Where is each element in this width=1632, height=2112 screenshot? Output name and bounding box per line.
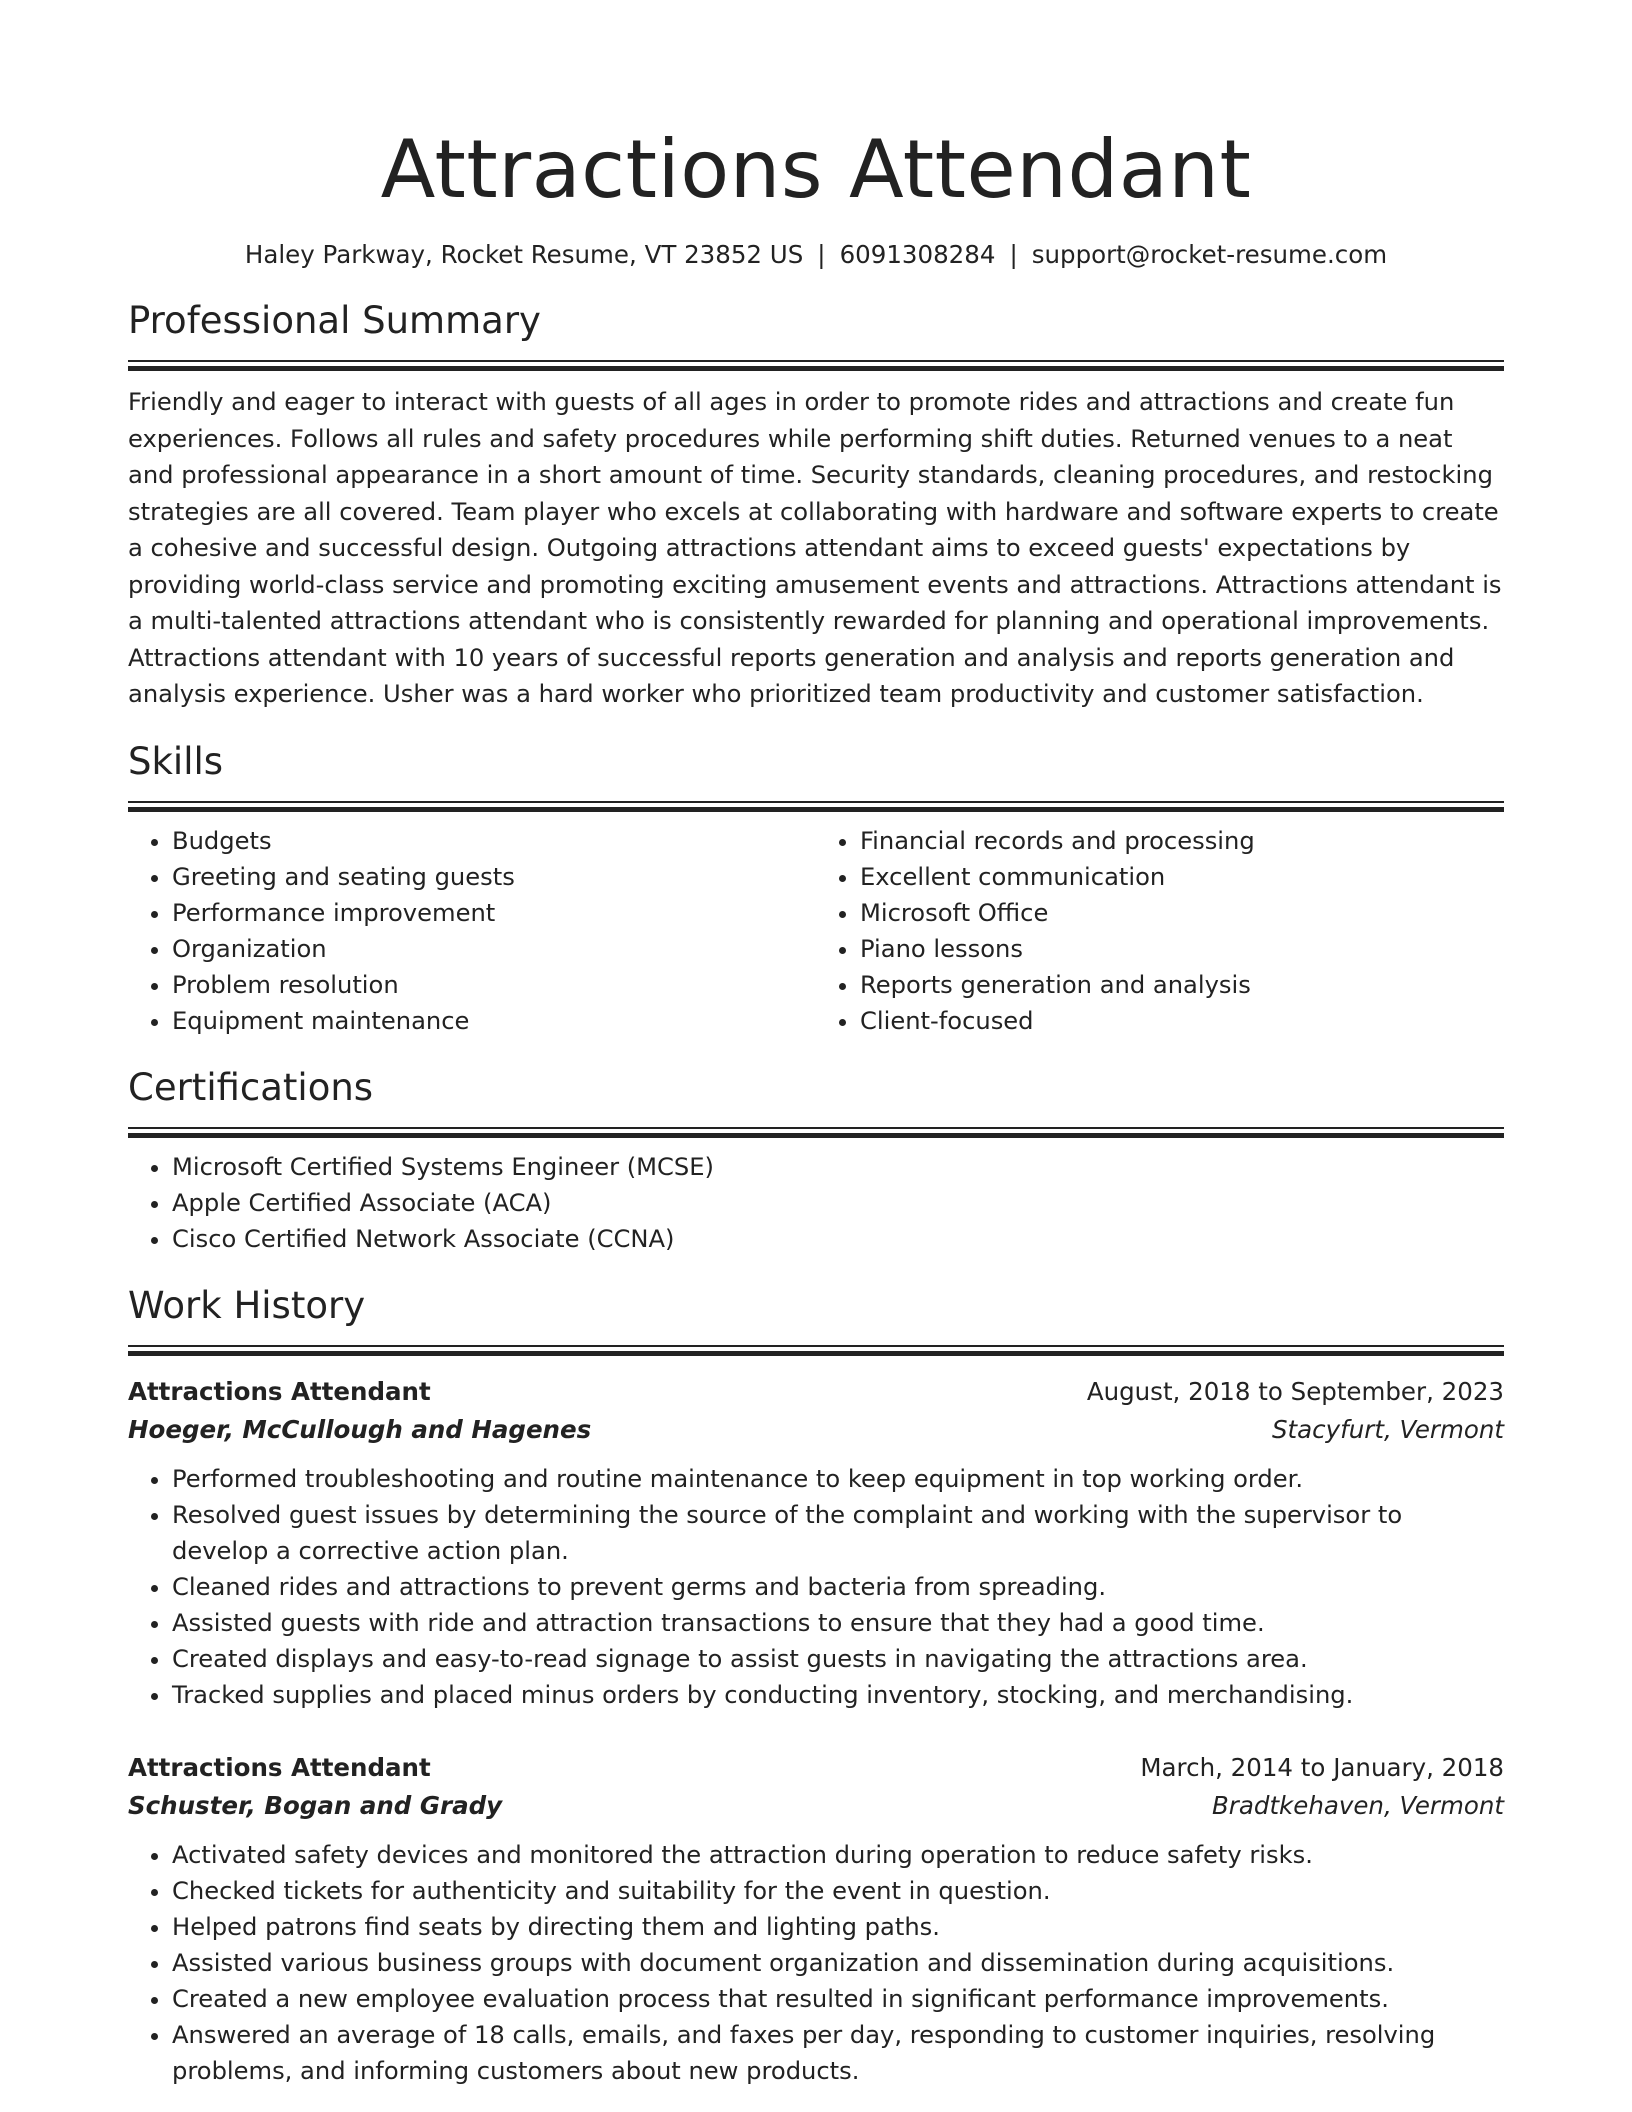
job-duties-list: [128, 1461, 1504, 1713]
page-title: Attractions Attendant: [380, 123, 1252, 216]
section-header: [128, 296, 1504, 370]
certifications-list: [128, 1149, 1504, 1257]
certification-item: • Microsoft Certified Systems Engineer (MCSE): [172, 1149, 1504, 1185]
section-title-summary: Professional Summary: [128, 299, 541, 342]
skill-item: • Problem resolution: [172, 967, 816, 1003]
job-company: Hoeger, McCullough and Hagenes: [128, 1414, 592, 1444]
skill-item: • Microsoft Office: [860, 895, 1504, 931]
job-entry: [128, 1373, 1504, 1713]
job-location: Bradtkehaven, Vermont: [1212, 1790, 1504, 1820]
contact-line: [128, 238, 1504, 272]
skills-section: [128, 737, 1504, 1039]
job-duty: • Checked tickets for authenticity and suitability for the event in question.: [172, 1873, 1504, 1909]
contact-separator: |: [1009, 240, 1018, 269]
section-divider: [128, 1345, 1504, 1355]
job-company-row: [128, 1411, 1504, 1449]
certification-item: • Apple Certified Associate (ACA): [172, 1185, 1504, 1221]
contact-email: support@rocket-resume.com: [1031, 240, 1388, 269]
job-duties-list: [128, 1837, 1504, 2089]
skills-list-left: [128, 823, 816, 1039]
job-company: Schuster, Bogan and Grady: [128, 1790, 503, 1820]
skills-list-right: [816, 823, 1504, 1039]
job-duty: • Tracked supplies and placed minus orders by conducting inventory, stocking, and merchandising.: [172, 1677, 1504, 1713]
job-dates: March, 2014 to January, 2018: [1140, 1752, 1504, 1782]
job-duty: • Helped patrons find seats by directing them and lighting paths.: [172, 1909, 1504, 1945]
job-entry: [128, 1749, 1504, 2089]
job-duty: • Created a new employee evaluation process that resulted in significant performance improvements.: [172, 1981, 1504, 2017]
resume-page: [128, 0, 1504, 2089]
section-title-work-history: Work History: [128, 1283, 366, 1327]
skill-item: • Client-focused: [860, 1003, 1504, 1039]
skill-item: • Piano lessons: [860, 931, 1504, 967]
skill-item: • Budgets: [172, 823, 816, 859]
job-duty: • Created displays and easy-to-read signage to assist guests in navigating the attractions area.: [172, 1641, 1504, 1677]
job-header-row: [128, 1373, 1504, 1411]
job-duty: • Assisted guests with ride and attraction transactions to ensure that they had a good time.: [172, 1605, 1504, 1641]
section-divider: [128, 1127, 1504, 1137]
job-duty: • Resolved guest issues by determining the source of the complaint and working with the supervisor to develop a corrective action plan.: [172, 1497, 1504, 1569]
section-title-certifications: Certifications: [128, 1065, 374, 1109]
job-duty: • Answered an average of 18 calls, emails, and faxes per day, responding to customer inquiries, resolving problems, and informing customers about new products.: [172, 2017, 1504, 2089]
section-divider: [128, 360, 1504, 370]
section-divider: [128, 801, 1504, 811]
job-duty: • Assisted various business groups with document organization and dissemination during acquisitions.: [172, 1945, 1504, 1981]
job-header-row: [128, 1749, 1504, 1787]
skill-item: • Reports generation and analysis: [860, 967, 1504, 1003]
job-duty: • Activated safety devices and monitored the attraction during operation to reduce safety risks.: [172, 1837, 1504, 1873]
skill-item: • Excellent communication: [860, 859, 1504, 895]
job-company-row: [128, 1787, 1504, 1825]
job-title: Attractions Attendant: [128, 1376, 431, 1406]
summary-section: [128, 296, 1504, 713]
summary-text: Friendly and eager to interact with guests of all ages in order to promote rides and attractions and create fun experiences. Follows all rules and safety procedures while performing shift duties. Returned venues to a neat and professional appearance in a short amount of time. Security standards, cleaning procedures, and restocking strategies are all covered. Team player who excels at collaborating with hardware and software experts to create a cohesive and successful design. Outgoing attractions attendant aims to exceed guests' expectations by providing world-class service and promoting exciting amusement events and attractions. Attractions attendant is a multi-talented attractions attendant who is consistently rewarded for planning and operational improvements. Attractions attendant with 10 years of successful reports generation and analysis and reports generation and analysis experience. Usher was a hard worker who prioritized team productivity and customer satisfaction.: [128, 388, 1502, 708]
certification-item: • Cisco Certified Network Associate (CCNA): [172, 1221, 1504, 1257]
section-title-skills: Skills: [128, 739, 224, 783]
job-dates: August, 2018 to September, 2023: [1086, 1376, 1504, 1406]
skill-item: • Greeting and seating guests: [172, 859, 816, 895]
skill-item: • Equipment maintenance: [172, 1003, 816, 1039]
section-header: [128, 1281, 1504, 1355]
section-header: [128, 1063, 1504, 1137]
certifications-section: [128, 1063, 1504, 1257]
job-duty: • Cleaned rides and attractions to prevent germs and bacteria from spreading.: [172, 1569, 1504, 1605]
skills-grid: [128, 811, 1504, 1039]
skill-item: • Financial records and processing: [860, 823, 1504, 859]
contact-separator: |: [817, 240, 826, 269]
skill-item: • Organization: [172, 931, 816, 967]
job-duty: • Performed troubleshooting and routine maintenance to keep equipment in top working order.: [172, 1461, 1504, 1497]
job-location: Stacyfurt, Vermont: [1271, 1414, 1504, 1444]
work-history-section: [128, 1281, 1504, 2089]
section-header: [128, 737, 1504, 811]
contact-address: Haley Parkway, Rocket Resume, VT 23852 US: [244, 240, 804, 269]
skill-item: • Performance improvement: [172, 895, 816, 931]
job-title: Attractions Attendant: [128, 1752, 431, 1782]
contact-phone: 6091308284: [839, 240, 996, 269]
